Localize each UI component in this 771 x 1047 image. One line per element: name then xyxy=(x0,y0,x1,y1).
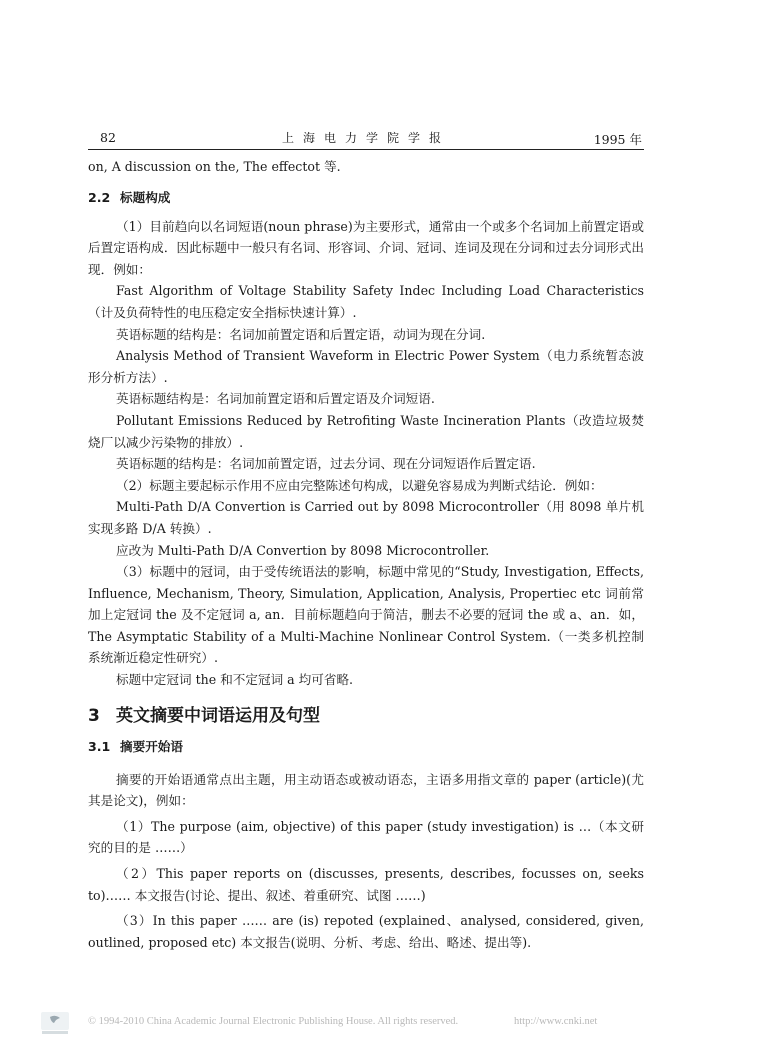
page-footer xyxy=(0,1010,771,1036)
paragraph: 英语标题的结构是：名词加前置定语，过去分词、现在分词短语作后置定语. xyxy=(116,456,536,472)
paragraph: 英语标题结构是：名词加前置定语和后置定语及介词短语. xyxy=(116,391,435,407)
section-number: 3.1 xyxy=(88,738,111,754)
journal-title: 上海电力学院学报 xyxy=(281,131,450,145)
paragraph: （1）目前趋向以名词短语(noun phrase)为主要形式，通常由一个或多个名词加上前置定语或后置定语构成．因此标题中一般只有名词、形容词、介词、冠词、连词及现在分词和过去分词形式出现．例如： xyxy=(88,218,644,277)
paragraph-example: Fast Algorithm of Voltage Stability Safety Indec Including Load Characteristics（计及负荷特性的电压稳定安全指标快速计算）. xyxy=(88,283,644,320)
paragraph: （3）标题中的冠词，由于受传统语法的影响，标题中常见的“Study, Investigation, Effects, Influence, Mechanism, Theory, Simulation, Application, Analysis, Propertiec etc 词前常加上定冠词 the 及不定冠词 a, an．目前标题趋向于简洁，删去不必要的冠词 the 或 a、an．如，The Asymptatic Stability of a Multi-Machine Nonlinear Control System.（一类多机控制系统渐近稳定性研究）. xyxy=(88,564,644,666)
section-heading-3 xyxy=(88,703,644,729)
paragraph-example: Analysis Method of Transient Waveform in Electric Power System（电力系统暂态波形分析方法）. xyxy=(88,348,644,385)
paragraph: 标题中定冠词 the 和不定冠词 a 均可省略. xyxy=(116,672,354,688)
paragraph-continuation: on, A discussion on the, The effectot 等. xyxy=(88,159,341,174)
section-number: 2.2 xyxy=(88,189,111,205)
section-title: 标题构成 xyxy=(120,189,171,205)
paragraph: 应改为 Multi-Path D/A Convertion by 8098 Microcontroller. xyxy=(116,542,490,558)
footer-url[interactable]: http://www.cnki.net xyxy=(514,1016,598,1027)
paragraph-example: Multi-Path D/A Convertion is Carried out by 8098 Microcontroller（用 8098 单片机实现多路 D/A 转换）. xyxy=(88,499,644,536)
paragraph-example: （2）This paper reports on (discusses, presents, describes, focusses on, seeks to)…… 本文报告(讨论、提出、叙述、着重研究、试图 ……) xyxy=(88,866,644,903)
section-heading-3-1 xyxy=(88,737,644,757)
cnki-logo-icon xyxy=(38,1010,72,1036)
paragraph-example: （3）In this paper …… are (is) repoted (explained、analysed, considered, given, outlined, proposed etc) 本文报告(说明、分析、考虑、给出、略述、提出等). xyxy=(88,913,644,950)
section-title: 摘要开始语 xyxy=(120,738,183,754)
section-title: 英文摘要中词语运用及句型 xyxy=(116,705,320,726)
paragraph: 英语标题的结构是：名词加前置定语和后置定语，动词为现在分词. xyxy=(116,326,486,342)
article-body xyxy=(88,156,644,953)
paragraph: 摘要的开始语通常点出主题，用主动语态或被动语态，主语多用指文章的 paper (article)(尤其是论文)，例如： xyxy=(88,771,644,809)
section-heading-2-2 xyxy=(88,188,644,208)
paragraph-example: Pollutant Emissions Reduced by Retrofiting Waste Incineration Plants（改造垃圾焚烧厂以减少污染物的排放）. xyxy=(88,412,644,450)
copyright-text: © 1994-2010 China Academic Journal Electronic Publishing House. All rights reserved. xyxy=(88,1016,459,1027)
section-number: 3 xyxy=(88,705,100,726)
header-rule xyxy=(88,149,644,150)
running-header xyxy=(88,128,644,148)
paragraph-example: （1）The purpose (aim, objective) of this paper (study investigation) is …（本文研究的目的是 ……） xyxy=(88,818,644,856)
journal-year: 1995 年 xyxy=(593,132,642,147)
page-number: 82 xyxy=(100,130,116,145)
paragraph: （2）标题主要起标示作用不应由完整陈述句构成，以避免容易成为判断式结论．例如： xyxy=(116,477,603,493)
